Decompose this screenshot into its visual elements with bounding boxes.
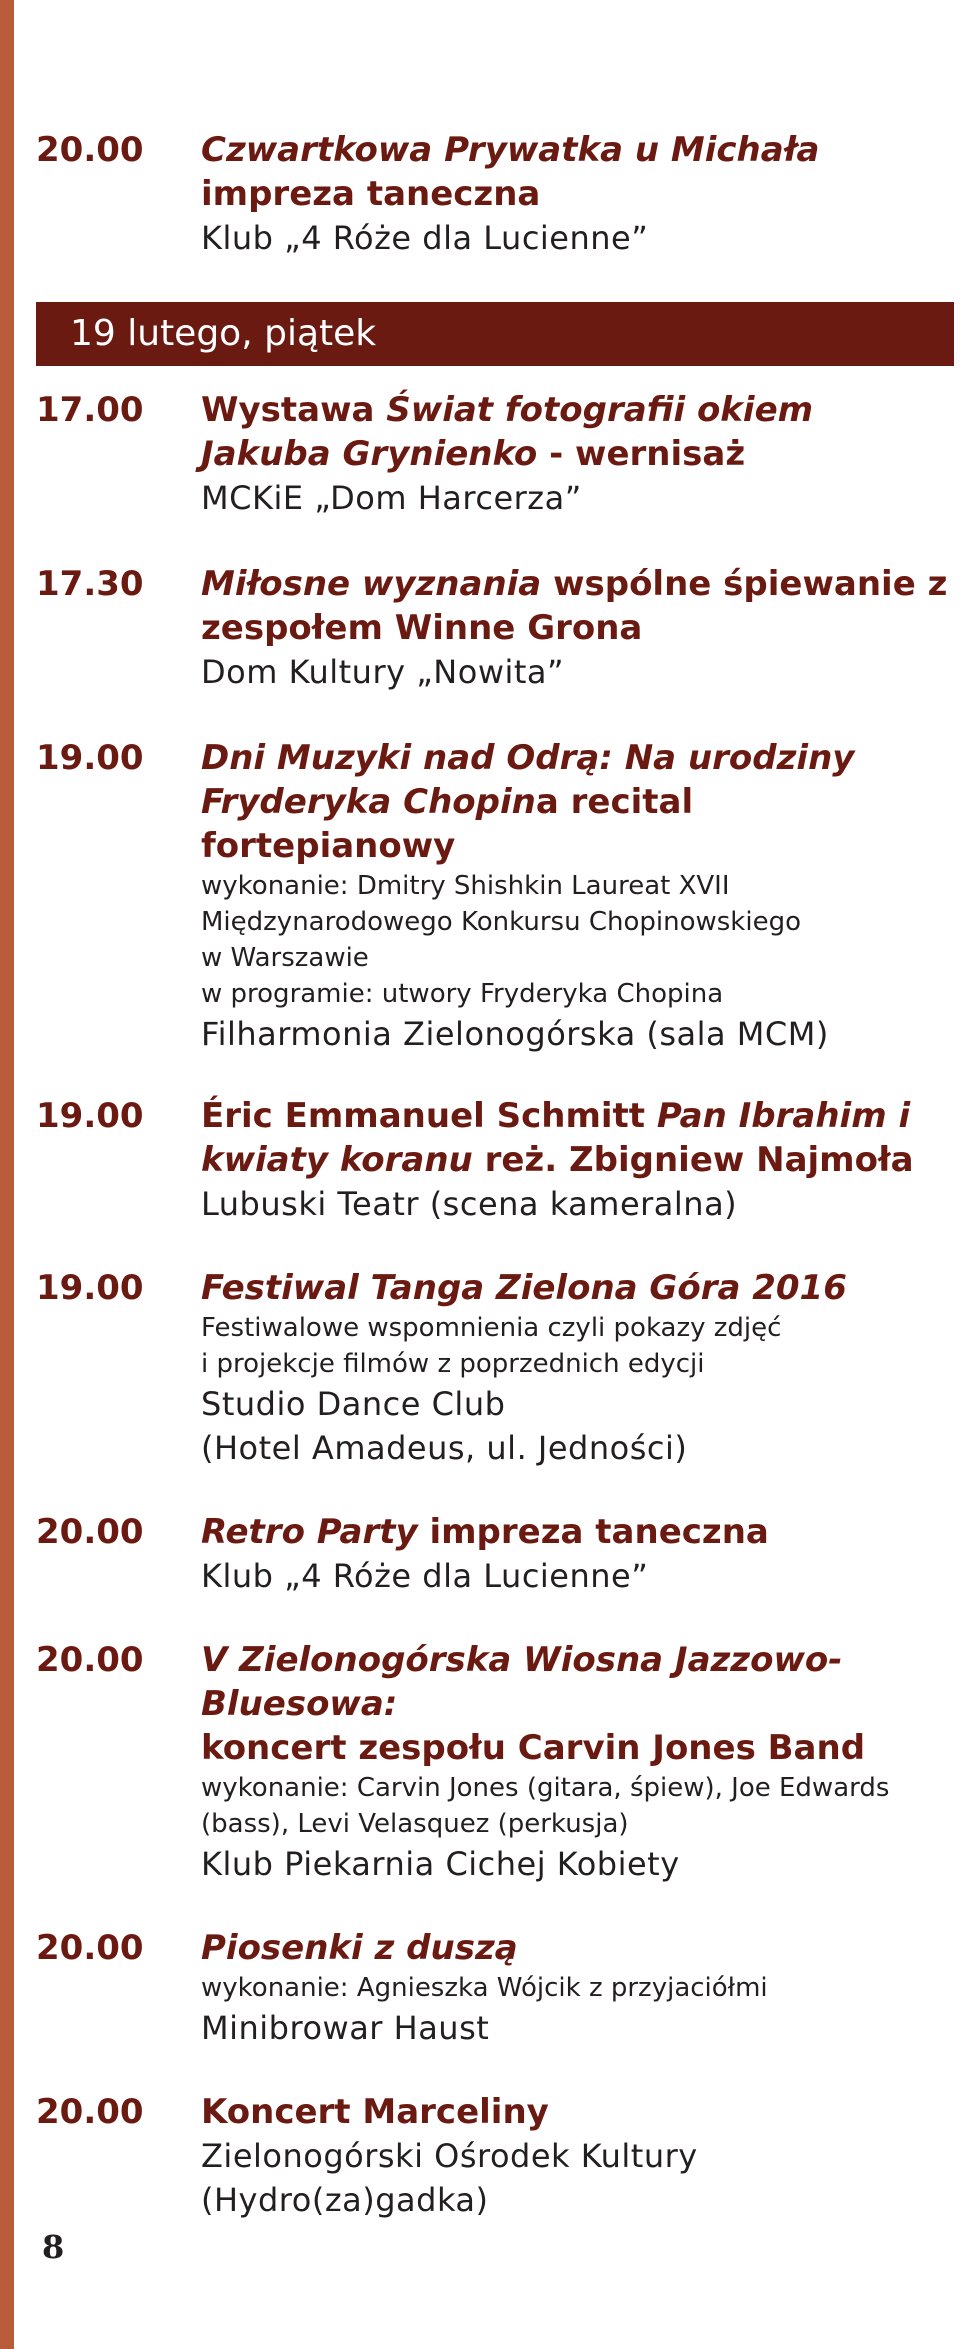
event-title-italic: Dni Muzyki nad Odrą: Na urodziny Fryderyka Chopin (201, 738, 855, 822)
event-title-plain: Wystawa (201, 390, 387, 430)
event-venue: (Hotel Amadeus, ul. Jedności) (201, 1429, 688, 1467)
event-description (201, 736, 954, 1056)
event-title-rest: - wernisaż (537, 434, 746, 474)
event-1900-chopin (36, 736, 954, 1056)
event-time: 19.00 (36, 738, 144, 778)
event-description (201, 1926, 954, 2050)
event-detail: wykonanie: Carvin Jones (gitara, śpiew), Joe Edwards (201, 1773, 890, 1803)
event-title-rest: a recital fortepianowy (201, 782, 694, 866)
event-time: 17.00 (36, 390, 144, 430)
event-2000-retro (36, 1510, 954, 1598)
event-title (201, 562, 954, 650)
event-2000-piosenki (36, 1926, 954, 2050)
event-title-italic: Czwartkowa Prywatka u Michała (201, 130, 820, 170)
event-title-italic: V Zielonogórska Wiosna Jazzowo-Bluesowa: (201, 1640, 843, 1724)
event-title-rest: wspólne śpiewanie z zespołem Winne Grona (201, 564, 948, 648)
event-description (201, 562, 954, 694)
event-description (201, 1510, 954, 1598)
event-time: 20.00 (36, 1928, 144, 1968)
event-title-italic: Pan Ibrahim i kwiaty koranu (201, 1096, 911, 1180)
left-accent-bar (0, 0, 14, 2349)
event-time: 17.30 (36, 564, 144, 604)
event-venue: Studio Dance Club (201, 1385, 506, 1423)
event-description (201, 128, 954, 260)
event-title-rest: koncert zespołu Carvin Jones Band (201, 1728, 866, 1768)
date-header: 19 lutego, piątek (36, 302, 954, 366)
event-title-rest: impreza taneczna (201, 174, 541, 214)
event-detail: (bass), Levi Velasquez (perkusja) (201, 1809, 629, 1839)
event-venue: MCKiE „Dom Harcerza” (201, 479, 582, 517)
event-venue: Klub Piekarnia Cichej Kobiety (201, 1845, 680, 1883)
event-detail: wykonanie: Dmitry Shishkin Laureat XVII (201, 871, 730, 901)
event-title (201, 1926, 954, 1970)
event-title: Koncert Marceliny (201, 2092, 549, 2132)
event-title-italic: Piosenki z duszą (201, 1928, 518, 1968)
event-venue: Zielonogórski Ośrodek Kultury (201, 2137, 698, 2175)
event-title (201, 388, 954, 476)
event-title-italic: Miłosne wyznania (201, 564, 542, 604)
event-detail: wykonanie: Agnieszka Wójcik z przyjaciółmi (201, 1973, 768, 2003)
event-1700-wystawa (36, 388, 954, 520)
event-venue: Klub „4 Róże dla Lucienne” (201, 219, 649, 257)
page-number: 8 (42, 2228, 65, 2266)
event-listing (36, 128, 954, 2222)
event-title (201, 1094, 954, 1182)
event-title (201, 1510, 954, 1554)
event-description (201, 1266, 954, 1470)
event-title (201, 128, 954, 216)
event-time: 19.00 (36, 1096, 144, 1136)
event-venue: (Hydro(za)gadka) (201, 2181, 489, 2219)
event-description (201, 1638, 954, 1886)
event-title-italic: Świat fotografii okiem Jakuba Grynienko (201, 390, 814, 474)
event-title-italic: Festiwal Tanga Zielona Góra 2016 (201, 1268, 847, 1308)
event-time: 20.00 (36, 2092, 144, 2132)
event-description (201, 1094, 954, 1226)
event-venue: Filharmonia Zielonogórska (sala MCM) (201, 1015, 829, 1053)
event-time: 20.00 (36, 1640, 144, 1680)
event-venue: Klub „4 Róże dla Lucienne” (201, 1557, 649, 1595)
event-time: 20.00 (36, 130, 144, 170)
event-detail: i projekcje filmów z poprzednich edycji (201, 1349, 705, 1379)
event-title-rest: reż. Zbigniew Najmoła (472, 1140, 914, 1180)
event-title (201, 1266, 954, 1310)
event-detail: w programie: utwory Fryderyka Chopina (201, 979, 724, 1009)
event-1900-tango (36, 1266, 954, 1470)
event-venue: Dom Kultury „Nowita” (201, 653, 565, 691)
event-time: 20.00 (36, 1512, 144, 1552)
event-title (201, 1638, 954, 1770)
event-1900-schmitt (36, 1094, 954, 1226)
event-title-rest: impreza taneczna (417, 1512, 769, 1552)
event-venue: Lubuski Teatr (scena kameralna) (201, 1185, 738, 1223)
event-detail: w Warszawie (201, 943, 369, 973)
event-detail: Festiwalowe wspomnienia czyli pokazy zdjęć (201, 1313, 782, 1343)
event-top (36, 128, 954, 260)
event-description (201, 2090, 954, 2222)
event-1730-milosne (36, 562, 954, 694)
event-2000-jazz (36, 1638, 954, 1886)
event-detail: Międzynarodowego Konkursu Chopinowskiego (201, 907, 801, 937)
event-description (201, 388, 954, 520)
event-venue: Minibrowar Haust (201, 2009, 490, 2047)
event-time: 19.00 (36, 1268, 144, 1308)
event-title (201, 736, 954, 868)
event-title-plain: Éric Emmanuel Schmitt (201, 1096, 657, 1136)
event-title-italic: Retro Party (201, 1512, 418, 1552)
event-2000-marcelina (36, 2090, 954, 2222)
